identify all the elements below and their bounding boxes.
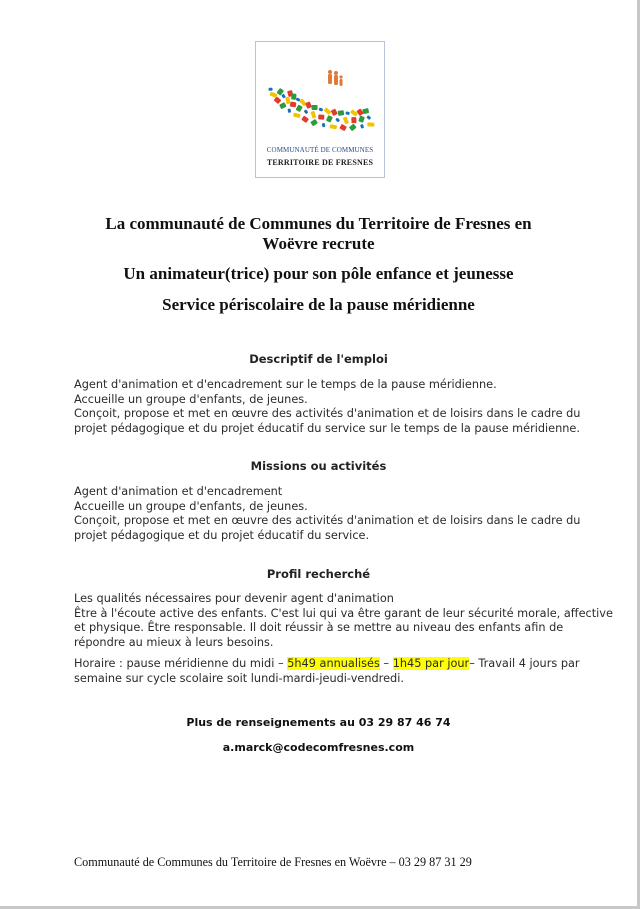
logo-mosaic-piece	[331, 108, 338, 116]
logo-mosaic-piece	[281, 94, 286, 99]
logo-mosaic-piece	[290, 101, 297, 107]
logo-mosaic-piece	[269, 92, 277, 98]
logo-text-line2: TERRITOIRE DE FRESNES	[266, 158, 374, 167]
logo-mosaic-piece	[304, 109, 309, 114]
logo-mosaic-piece	[285, 97, 290, 105]
logo-mosaic-piece	[330, 124, 338, 129]
body-line: projet pédagogique et du projet éducatif du service.	[74, 528, 370, 542]
main-title-line2: Woëvre recrute	[262, 234, 375, 253]
job-title: Un animateur(trice) pour son pôle enfance et jeunesse	[123, 264, 514, 283]
logo-mosaic-piece	[318, 114, 324, 119]
section-heading-profil: Profil recherché	[266, 567, 371, 581]
highlight-annual-hours: 5h49 annualisés	[287, 657, 380, 670]
logo-mosaic-piece	[311, 105, 317, 110]
logo-mosaic-piece	[351, 117, 356, 123]
logo-mosaic-piece	[350, 109, 358, 116]
schedule-suffix: – Travail 4 jours par	[469, 657, 580, 670]
logo-mosaic-piece	[291, 93, 297, 99]
logo-mosaic-piece	[319, 107, 324, 111]
schedule-paragraph	[74, 657, 580, 686]
logo-mosaic-piece	[301, 116, 309, 124]
main-title	[60, 214, 577, 254]
logo-mosaic-piece	[345, 111, 350, 115]
schedule-line1	[74, 657, 580, 672]
logo-mosaic-piece	[360, 124, 364, 129]
logo-mosaic-piece	[288, 109, 291, 113]
logo-mosaic-piece	[310, 119, 318, 126]
section-body-descriptif	[74, 378, 581, 436]
logo-mosaic-piece	[274, 96, 282, 104]
contact-phone: Plus de renseignements au 03 29 87 46 74	[186, 716, 451, 729]
body-line: Accueille un groupe d'enfants, de jeunes.	[74, 499, 308, 513]
body-line: Être à l'écoute active des enfants. C'est lui qui va être garant de leur sécurité morale, affective	[74, 606, 613, 620]
body-line: Agent d'animation et d'encadrement sur le temps de la pause méridienne.	[74, 378, 497, 391]
body-line: Conçoit, propose et met en œuvre des activités d'animation et de loisirs dans le cadre du	[74, 407, 581, 421]
highlight-daily-hours: 1h45 par jour	[392, 657, 470, 670]
body-line: Les qualités nécessaires pour devenir agent d'animation	[74, 592, 394, 605]
section-heading-missions: Missions ou activités	[250, 459, 387, 473]
logo-mosaic-piece	[324, 107, 332, 115]
logo-mosaic-piece	[305, 101, 312, 108]
logo-mosaic-piece	[279, 102, 287, 109]
logo-mosaic-piece	[335, 117, 340, 122]
schedule-prefix: Horaire : pause méridienne du midi –	[74, 657, 288, 670]
logo	[255, 41, 385, 178]
body-line: projet pédagogique et du projet éducatif du service sur le temps de la pause méridienne.	[74, 421, 580, 435]
logo-mosaic-piece	[358, 116, 365, 123]
logo-mosaic-piece	[326, 115, 333, 123]
body-line: et physique. Être responsable. Il doit réussir à se mettre au niveau des enfants afin de	[74, 621, 564, 635]
section-body-missions	[74, 485, 581, 543]
logo-mosaic-piece	[366, 115, 371, 120]
body-line: Agent d'animation et d'encadrement	[74, 485, 283, 498]
schedule-line2: semaine sur cycle scolaire soit lundi-mardi-jeudi-vendredi.	[74, 671, 404, 685]
logo-mosaic-piece	[339, 124, 347, 131]
logo-mosaic-piece	[349, 124, 357, 132]
body-line: Accueille un groupe d'enfants, de jeunes.	[74, 392, 308, 406]
logo-mosaic-piece	[362, 108, 369, 114]
logo-mosaic-piece	[293, 112, 301, 118]
contact-email[interactable]: a.marck@codecomfresnes.com	[222, 741, 415, 754]
section-heading-descriptif: Descriptif de l'emploi	[249, 352, 388, 366]
logo-mosaic-piece	[269, 88, 273, 91]
logo-mosaic-icon	[262, 50, 378, 142]
logo-mosaic-piece	[295, 104, 302, 112]
logo-mosaic-piece	[299, 99, 307, 107]
service-title: Service périscolaire de la pause méridienne	[162, 295, 475, 314]
logo-mosaic-piece	[338, 110, 345, 116]
main-title-line1: La communauté de Communes du Territoire de Fresnes en	[105, 214, 532, 233]
body-line: Conçoit, propose et met en œuvre des activités d'animation et de loisirs dans le cadre du	[74, 514, 581, 528]
schedule-separator: –	[379, 657, 393, 670]
logo-mosaic-piece	[343, 116, 349, 124]
footer: Communauté de Communes du Territoire de Fresnes en Woëvre – 03 29 87 31 29	[74, 855, 472, 869]
logo-mosaic-piece	[322, 123, 326, 128]
logo-text-line1: COMMUNAUTÉ DE COMMUNES	[266, 146, 374, 154]
family-figures-icon	[328, 70, 343, 86]
logo-mosaic-piece	[310, 111, 316, 119]
body-line: répondre au mieux à leurs besoins.	[74, 635, 274, 649]
logo-mosaic-piece	[367, 122, 374, 126]
section-body-profil	[74, 592, 613, 650]
